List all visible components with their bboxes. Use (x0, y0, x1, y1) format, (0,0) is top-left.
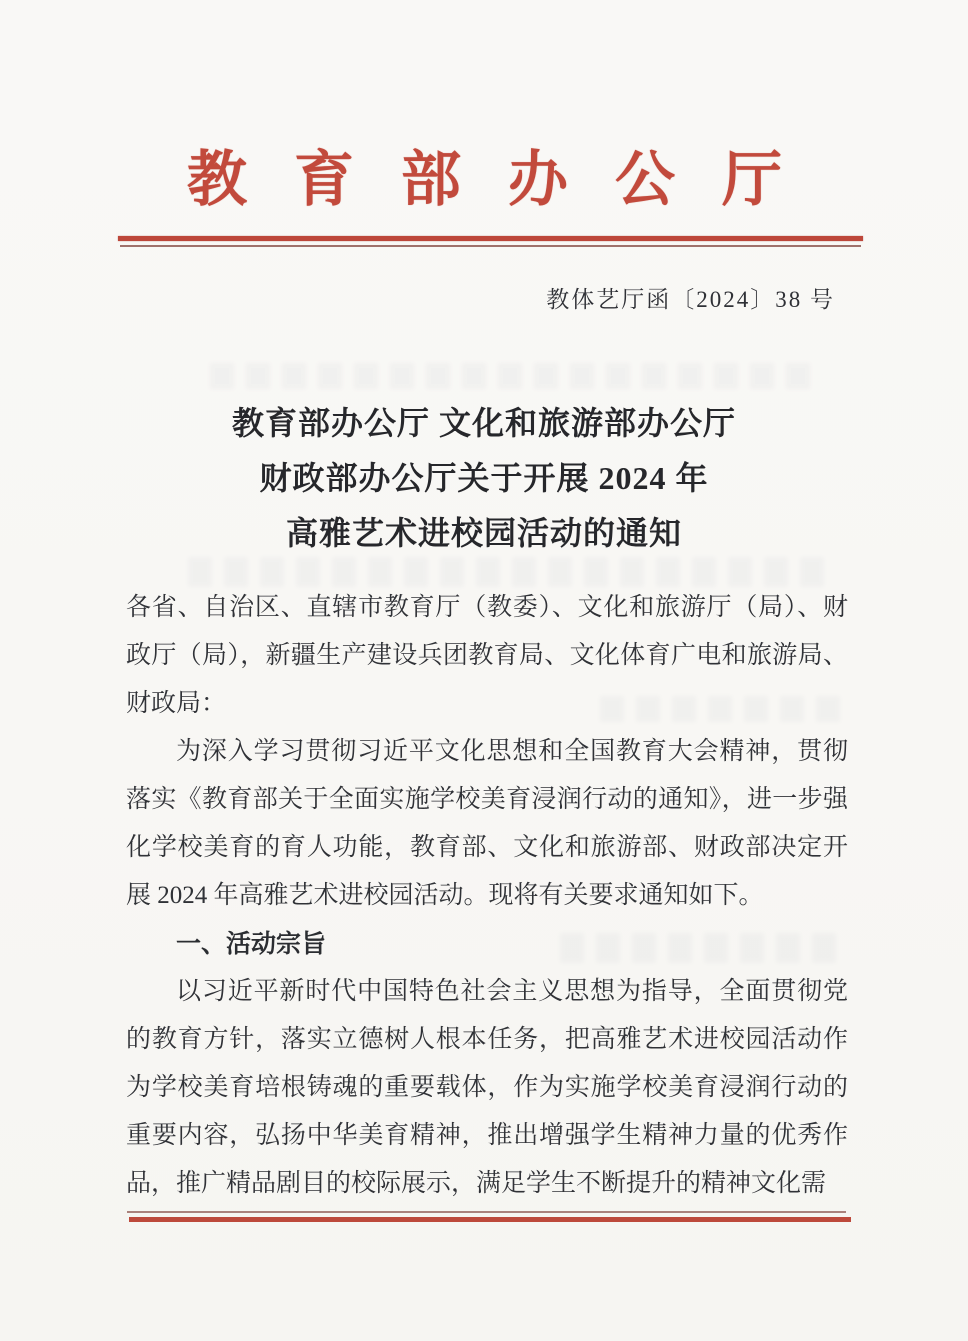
document-body (126, 584, 848, 1208)
letterhead-divider-thick (118, 236, 863, 241)
title-line-3: 高雅艺术进校园活动的通知 (285, 515, 682, 551)
section-paragraph: 以习近平新时代中国特色社会主义思想为指导，全面贯彻党的教育方针，落实立德树人根本任务，把高雅艺术进校园活动作为学校美育培根铸魂的重要载体，作为实施学校美育浸润行动的重要内容，弘扬中华美育精神，推出增强学生精神力量的优秀作品，推广精品剧目的校际展示，满足学生不断提升的精神文化需 (126, 978, 848, 1197)
footer-divider-thin (127, 1211, 846, 1213)
bleed-through-ghost (210, 363, 810, 389)
letterhead-agency-title: 教育部办公厅 (187, 147, 829, 213)
section-heading: 一、活动宗旨 (176, 930, 327, 958)
document-number: 教体艺厅函〔2024〕38 号 (546, 287, 835, 312)
bleed-through-ghost (188, 557, 836, 587)
document-title (0, 396, 968, 561)
letterhead-divider-thin (120, 245, 861, 247)
salutation: 各省、自治区、直辖市教育厅（教委）、文化和旅游厅（局）、财政厅（局），新疆生产建设兵团教育局、文化体育广电和旅游局、财政局： (126, 594, 848, 717)
footer-divider-thick (129, 1217, 851, 1222)
title-line-2: 财政部办公厅关于开展 2024 年 (259, 460, 709, 496)
intro-paragraph: 为深入学习贯彻习近平文化思想和全国教育大会精神，贯彻落实《教育部关于全面实施学校美育浸润行动的通知》，进一步强化学校美育的育人功能，教育部、文化和旅游部、财政部决定开展 2024 年高雅艺术进校园活动。现将有关要求通知如下。 (126, 738, 848, 909)
title-line-1: 教育部办公厅 文化和旅游部办公厅 (231, 405, 736, 441)
